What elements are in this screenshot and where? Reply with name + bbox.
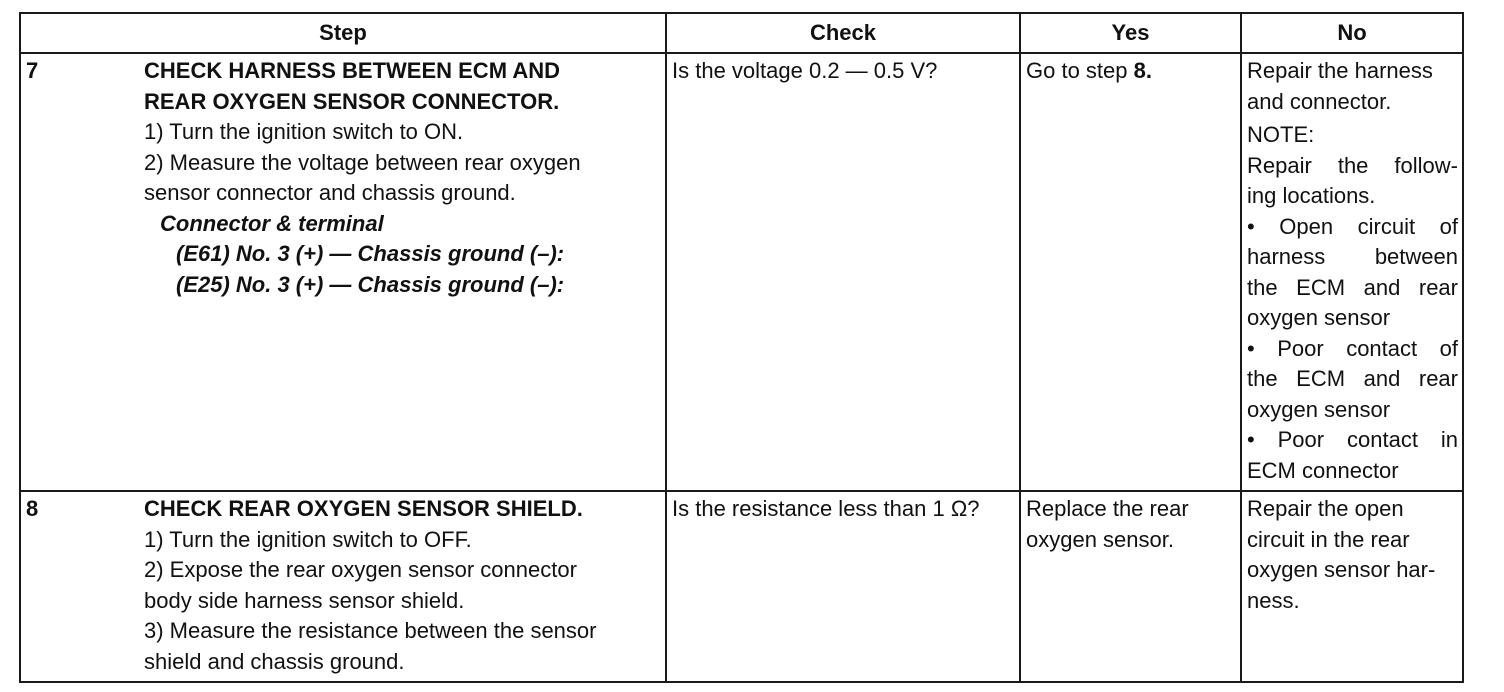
- step-title: REAR OXYGEN SENSOR CONNECTOR.: [144, 88, 560, 114]
- no-cell: [1241, 491, 1463, 682]
- terminal-spec: (E61) No. 3 (+) — Chassis ground (–):: [176, 241, 565, 266]
- no-cell: [1241, 53, 1463, 491]
- note-line: • Open circuit of: [1247, 213, 1458, 239]
- yes-cell: [1020, 53, 1241, 491]
- check-cell: Is the voltage 0.2 — 0.5 V?: [666, 53, 1020, 491]
- note-line: Repair the follow-: [1247, 152, 1458, 178]
- no-line: and connector.: [1247, 88, 1392, 114]
- instruction: 2) Measure the voltage between rear oxygen: [144, 149, 581, 175]
- yes-line: Replace the rear: [1026, 496, 1189, 521]
- note-line: oxygen sensor: [1247, 396, 1391, 422]
- no-line: ness.: [1247, 587, 1300, 613]
- step-cell: [20, 53, 666, 491]
- note-line: • Poor contact in: [1247, 427, 1458, 452]
- diagnostic-table: [19, 12, 1464, 683]
- note-line: • Poor contact of: [1247, 335, 1458, 361]
- no-line: Repair the harness: [1247, 58, 1433, 83]
- instruction: sensor connector and chassis ground.: [144, 180, 516, 205]
- instruction: 3) Measure the resistance between the sensor: [144, 618, 597, 643]
- note-line: the ECM and rear: [1247, 366, 1458, 391]
- yes-text: Go to step: [1026, 58, 1134, 83]
- no-line: circuit in the rear: [1247, 526, 1410, 552]
- step-number: 8: [26, 496, 39, 521]
- step-title: CHECK HARNESS BETWEEN ECM AND: [144, 58, 560, 83]
- instruction: shield and chassis ground.: [144, 648, 405, 674]
- header-step: Step: [20, 13, 666, 53]
- terminal-spec: (E25) No. 3 (+) — Chassis ground (–):: [176, 271, 565, 297]
- instruction: body side harness sensor shield.: [144, 587, 465, 613]
- note-line: the ECM and rear: [1247, 274, 1458, 300]
- no-line: Repair the open: [1247, 496, 1404, 521]
- note-line: oxygen sensor: [1247, 305, 1391, 330]
- no-line: oxygen sensor har-: [1247, 557, 1436, 582]
- instruction: 2) Expose the rear oxygen sensor connector: [144, 557, 577, 582]
- note-line: ECM connector: [1247, 457, 1399, 483]
- table-row-step-7: [20, 53, 1463, 491]
- note-label: NOTE:: [1247, 122, 1315, 147]
- header-row: [20, 13, 1463, 53]
- yes-step-ref: 8.: [1133, 58, 1152, 83]
- check-cell: Is the resistance less than 1 Ω?: [666, 491, 1020, 682]
- header-no: No: [1241, 13, 1463, 53]
- yes-line: oxygen sensor.: [1026, 526, 1174, 552]
- table-row-step-8: [20, 491, 1463, 682]
- note-line: ing locations.: [1247, 183, 1376, 208]
- header-check: Check: [666, 13, 1020, 53]
- yes-cell: [1020, 491, 1241, 682]
- step-cell: [20, 491, 666, 682]
- step-title: CHECK REAR OXYGEN SENSOR SHIELD.: [144, 496, 583, 521]
- header-yes: Yes: [1020, 13, 1241, 53]
- step-number: 7: [26, 58, 39, 83]
- note-line: harness between: [1247, 244, 1458, 269]
- instruction: 1) Turn the ignition switch to OFF.: [144, 526, 472, 552]
- connector-subheading: Connector & terminal: [160, 210, 384, 236]
- instruction: 1) Turn the ignition switch to ON.: [144, 119, 464, 144]
